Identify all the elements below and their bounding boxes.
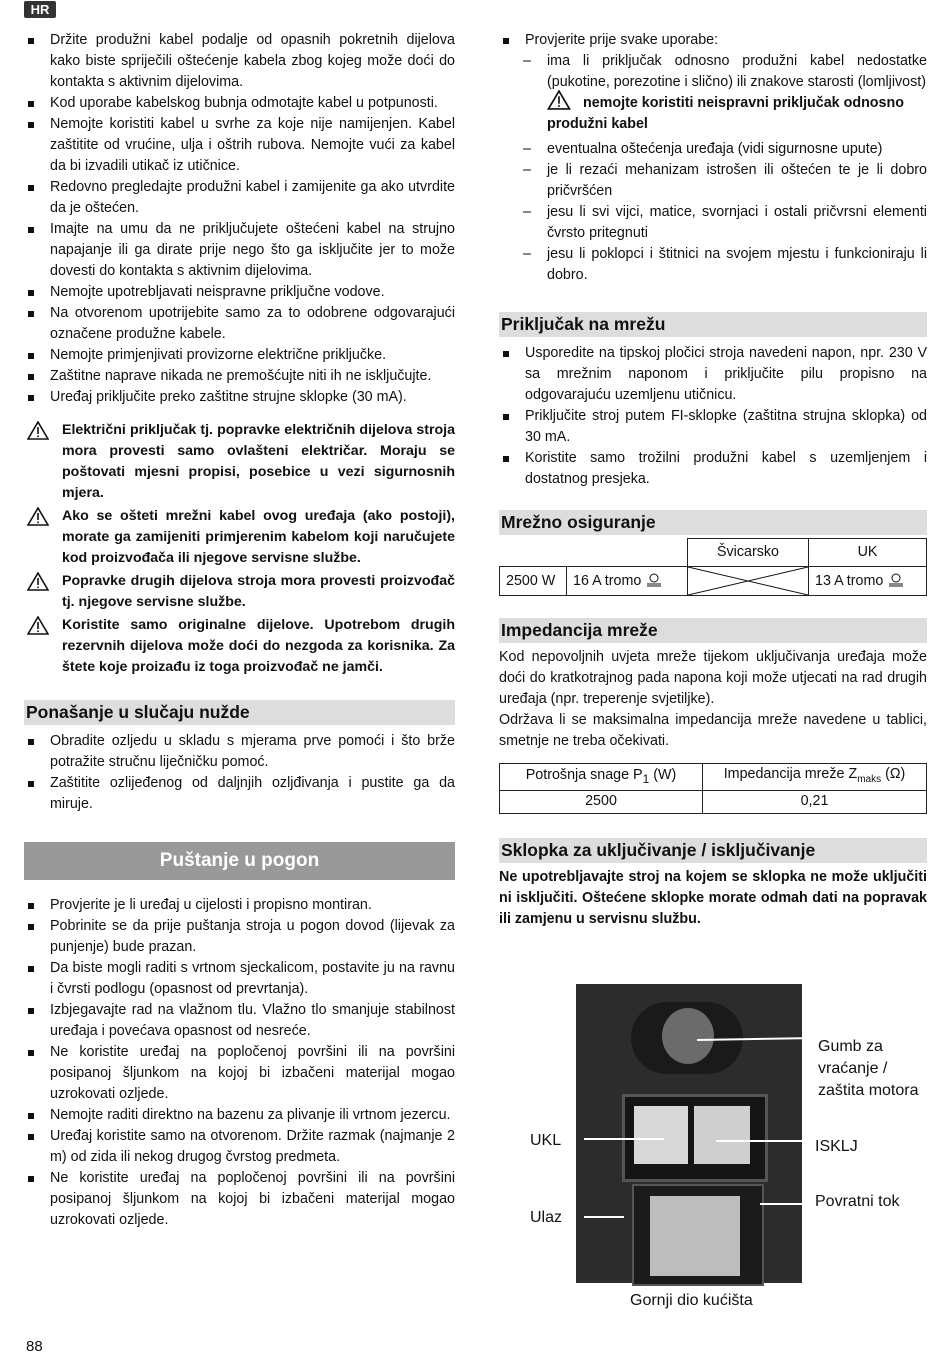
list-item: Kod uporabe kabelskog bubnja odmotajte kabel u potpunosti. (24, 93, 455, 114)
warning-repairs: Popravke drugih dijelova stroja mora provesti proizvođač tj. njegove servisne službe. (24, 571, 455, 613)
table-cell: 0,21 (703, 790, 927, 813)
list-item: Nemojte raditi direktno na bazenu za plivanje ili vrtnom jezercu. (24, 1105, 455, 1126)
left-column (24, 30, 455, 1231)
list-item: Redovno pregledajte produžni kabel i zamijenite ga ako utvrdite da je oštećen. (24, 177, 455, 219)
list-item: Imajte na umu da ne priključujete oštećeni kabel na strujno napajanje ili ga dirate prije nego što ga isključite jer to može dovesti do kontakta s aktivnim dijelovima. (24, 219, 455, 282)
warning-cable-replace: Ako se ošteti mrežni kabel ovog uređaja (ako postoji), morate ga zamijeniti primjerenim kabelom koji naručujete kod proizvođača ili njegove servisne službe. (24, 506, 455, 569)
section-heading-emergency: Ponašanje u slučaju nužde (24, 700, 455, 725)
table-header-power: Potrošnja snage $P_1$ (W) (500, 764, 703, 791)
list-item: Nemojte koristiti kabel u svrhe za koje nije namijenjen. Kabel zaštitite od vrućine, ulja i oštrih rubova. Nemojte vući za kabel da bi izvadili utikač iz utičnice. (24, 114, 455, 177)
pointer-line (584, 1138, 664, 1140)
warning-defective-cable: nemojte koristiti neispravni priključak odnosno produžni kabel (499, 93, 927, 135)
warning-icon (27, 572, 49, 591)
photo-label-off: ISKLJ (815, 1138, 858, 1155)
list-item: – jesu li poklopci i štitnici na svojem mjestu i funkcioniraju li dobro. (499, 244, 927, 286)
switch-photo (576, 984, 802, 1283)
list-item: Na otvorenom upotrijebite samo za to odobrene odgovarajući označene produžne kabele. (24, 303, 455, 345)
table-cell-fuse-eu: 16 A tromo (567, 567, 688, 596)
photo-label-on: UKL (530, 1132, 562, 1149)
photo-label-inlet: Ulaz (530, 1209, 563, 1226)
warning-icon (27, 421, 49, 440)
pre-use-check-list (499, 30, 927, 51)
list-item: Izbjegavajte rad na vlažnom tlu. Vlažno tlo smanjuje stabilnost uređaja i povećava opasnost od nesreće. (24, 1000, 455, 1042)
cable-safety-list (24, 30, 455, 408)
list-item: – eventualna oštećenja uređaja (vidi sigurnosne upute) (499, 139, 927, 160)
table-cell-crossed (688, 567, 809, 596)
right-column (499, 30, 927, 930)
list-item: Nemojte primjenjivati provizorne električne priključke. (24, 345, 455, 366)
language-badge: HR (24, 1, 56, 18)
section-heading-mains: Priključak na mrežu (499, 312, 927, 337)
list-item: Obradite ozljedu u skladu s mjerama prve pomoći i što brže potražite stručnu liječničku pomoć. (24, 731, 455, 773)
warning-original-parts: Koristite samo originalne dijelove. Upotrebom drugih rezervnih dijelova može doći do nezgoda za korisnika. Za štete koje proizađu iz toga proizvođač ne jamči. (24, 615, 455, 678)
page-number: 88 (26, 1338, 43, 1355)
reset-button-knob-image (662, 1008, 714, 1064)
list-item: Koristite samo trožilni produžni kabel s uzemljenjem i dostatnog presjeka. (499, 448, 927, 490)
startup-list (24, 895, 455, 1231)
switch-paragraph: Ne upotrebljavajte stroj na kojem se sklopka ne može uključiti ni isključiti. Oštećene sklopke morate odmah dati na popravak ili zamjenu u servisnu službu. (499, 868, 927, 927)
table-header-impedance: Impedancija mreže $Z_{maks}$ (Ω) (703, 764, 927, 791)
table-header-swiss: Švicarsko (688, 539, 809, 567)
pointer-line (716, 1140, 810, 1142)
list-item: Provjerite je li uređaj u cijelosti i propisno montiran. (24, 895, 455, 916)
warning-icon (27, 616, 49, 635)
warning-electrician: Električni priključak tj. popravke električnih dijelova stroja mora provesti samo ovlašteni električar. Moraju se poštovati mjesni propisi, posebice u vezi sigurnosnih mjera. (24, 420, 455, 504)
off-button-image (694, 1106, 750, 1164)
pointer-line (760, 1203, 810, 1205)
table-cell-power: 2500 W (500, 567, 567, 596)
list-item: Usporedite na tipskoj pločici stroja navedeni napon, npr. 230 V sa mrežnim naponom i priključite pilu propisno na odgovarajuću uzemljenu utičnicu. (499, 343, 927, 406)
list-item: Ne koristite uređaj na popločenoj površini ili na površini posipanoj šljunkom na kojoj bi izbačeni materijal mogao uzrokovati ozljede. (24, 1042, 455, 1105)
list-item: Pobrinite se da prije puštanja stroja u pogon dovod (lijevak za punjenje) bude prazan. (24, 916, 455, 958)
impedance-table (499, 763, 927, 814)
photo-label-top: Gornji dio kućišta (630, 1292, 753, 1309)
photo-label-return: Povratni tok (815, 1193, 900, 1210)
return-flap-image (650, 1196, 740, 1276)
section-heading-impedance: Impedancija mreže (499, 618, 927, 643)
photo-label-reset: Gumb za vraćanje / zaštita motora (818, 1038, 919, 1099)
check-dash-list-2 (499, 139, 927, 286)
slow-blow-fuse-icon (645, 573, 663, 587)
list-item: – jesu li svi vijci, matice, svornjaci i ostali pričvrsni elementi čvrsto pritegnuti (499, 202, 927, 244)
on-button-image (634, 1106, 688, 1164)
check-dash-list (499, 51, 927, 93)
fuse-table (499, 538, 927, 596)
list-item: Zaštitite ozlijeđenog od daljnjih ozljđivanja i pustite ga da miruje. (24, 773, 455, 815)
section-heading-startup: Puštanje u pogon (24, 842, 455, 880)
impedance-paragraph-2: Održava li se maksimalna impedancija mreže navedene u tablici, smetnje ne treba očekivati. (499, 712, 927, 749)
mains-list (499, 343, 927, 490)
section-heading-fuse: Mrežno osiguranje (499, 510, 927, 535)
list-item: Držite produžni kabel podalje od opasnih pokretnih dijelova kako biste spriječili oštećenje kabela zbog kojeg može doći do kontakta s aktivnim dijelovima. (24, 30, 455, 93)
list-item: Uređaj priključite preko zaštitne strujne sklopke (30 mA). (24, 387, 455, 408)
list-item: – ima li priključak odnosno produžni kabel nedostatke (pukotine, porezotine i slično) ili znakove starosti (lomljivost) (499, 51, 927, 93)
impedance-paragraph-1: Kod nepovoljnih uvjeta mreže tijekom uključivanja uređaja može doći do kratkotrajnog pada napona koji može utjecati na rad drugih uređaja (npr. treperenje svjetiljke). (499, 649, 927, 707)
table-cell-fuse-uk: 13 A tromo (809, 567, 927, 596)
list-item: Zaštitne naprave nikada ne premošćujte niti ih ne isključujte. (24, 366, 455, 387)
slow-blow-fuse-icon (887, 573, 905, 587)
warning-icon (27, 507, 49, 526)
emergency-list (24, 731, 455, 815)
list-item: – je li rezaći mehanizam istrošen ili oštećen te je li dobro pričvršćen (499, 160, 927, 202)
warning-icon (547, 90, 571, 110)
table-cell: 2500 (500, 790, 703, 813)
cell-cross-lines (688, 567, 808, 595)
list-item: Priključite stroj putem FI-sklopke (zaštitna strujna sklopka) od 30 mA. (499, 406, 927, 448)
list-item: Nemojte upotrebljavati neispravne priključne vodove. (24, 282, 455, 303)
pointer-line (584, 1216, 624, 1218)
list-item: Provjerite prije svake uporabe: (499, 30, 927, 51)
section-heading-switch: Sklopka za uključivanje / isključivanje (499, 838, 927, 863)
list-item: Ne koristite uređaj na popločenoj površini ili na površini posipanoj šljunkom na kojoj bi izbačeni materijal mogao uzrokovati ozljede. (24, 1168, 455, 1231)
list-item: Uređaj koristite samo na otvorenom. Držite razmak (najmanje 2 m) od zida ili nekog drugog čvrstog predmeta. (24, 1126, 455, 1168)
table-header-uk: UK (809, 539, 927, 567)
list-item: Da biste mogli raditi s vrtnom sjeckalicom, postavite ju na ravnu i čvrsti podlogu (opasnost od prevrtanja). (24, 958, 455, 1000)
